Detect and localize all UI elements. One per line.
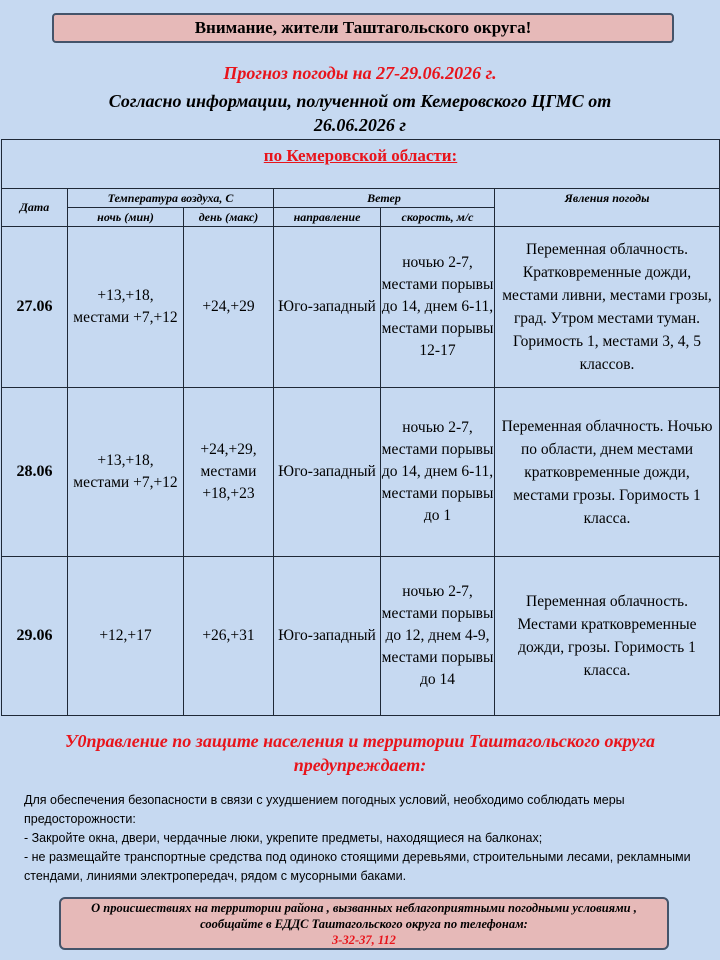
header-wind: Ветер [274,189,495,208]
advice-item: - Закройте окна, двери, чердачные люки, укрепите предметы, находящиеся на балконах; [24,831,543,845]
advice-item: - не размещайте транспортные средства под одиноко стоящими деревьями, строительными лесами, рекламными стендами, линиями электропередач, рядом с мусорными баками. [24,850,691,883]
header-night: ночь (мин) [68,208,184,227]
region-header [2,140,720,189]
table-row [2,557,720,716]
footer-phones[interactable]: 3-32-37, 112 [332,933,396,947]
row-night-temp: +13,+18, местами +7,+12 [68,227,184,388]
header-date: Дата [2,189,68,227]
header-day: день (макс) [184,208,274,227]
source-line-1: Согласно информации, полученной от Кемеровского ЦГМС от [108,91,612,111]
contact-footer [59,897,669,950]
header-phenomena: Явления погоды [495,189,720,227]
table-row [2,227,720,388]
row-wind-direction: Юго-западный [274,227,381,388]
row-date: 29.06 [2,557,68,716]
footer-text: О происшествиях на территории района , вызванных неблагоприятными погодными условиями , сообщайте в ЕДДС Таштагольского округа по телефонам: [91,901,637,931]
table-row [2,388,720,557]
row-date: 27.06 [2,227,68,388]
row-night-temp: +12,+17 [68,557,184,716]
header-speed: скорость, м/с [381,208,495,227]
row-day-temp: +24,+29, местами +18,+23 [184,388,274,557]
row-wind-direction: Юго-западный [274,388,381,557]
row-wind-direction: Юго-западный [274,557,381,716]
row-wind-speed: ночью 2-7, местами порывы до 14, днем 6-11, местами порывы 12-17 [381,227,495,388]
row-wind-speed: ночью 2-7, местами порывы до 12, днем 4-9, местами порывы до 14 [381,557,495,716]
source-line-2: 26.06.2026 г [313,115,407,135]
row-phenomena: Переменная облачность. Местами кратковременные дожди, грозы. Горимость 1 класса. [495,557,720,716]
row-wind-speed: ночью 2-7, местами порывы до 14, днем 6-11, местами порывы до 1 [381,388,495,557]
warning-title: У0правление по защите населения и территории Таштагольского округа предупреждает: [64,731,656,775]
row-phenomena: Переменная облачность. Кратковременные дожди, местами ливни, местами грозы, град. Утром местами туман. Горимость 1, местами 3, 4, 5 классов. [495,227,720,388]
weather-table [1,139,720,716]
source-info [40,89,680,137]
header-temperature: Температура воздуха, С [68,189,274,208]
row-day-temp: +26,+31 [184,557,274,716]
row-phenomena: Переменная облачность. Ночью по области, днем местами кратковременные дожди, местами грозы. Горимость 1 класса. [495,388,720,557]
warning-banner [52,13,674,43]
row-day-temp: +24,+29 [184,227,274,388]
header-direction: направление [274,208,381,227]
forecast-title: Прогноз погоды на 27-29.06.2026 г. [223,63,497,83]
advice-intro: Для обеспечения безопасности в связи с ухудшением погодных условий, необходимо соблюдать меры предосторожности: [24,793,625,826]
banner-text: Внимание, жители Таштагольского округа! [194,18,532,37]
region-title: по Кемеровской области: [263,146,458,165]
safety-advice [24,791,714,886]
row-night-temp: +13,+18, местами +7,+12 [68,388,184,557]
row-date: 28.06 [2,388,68,557]
